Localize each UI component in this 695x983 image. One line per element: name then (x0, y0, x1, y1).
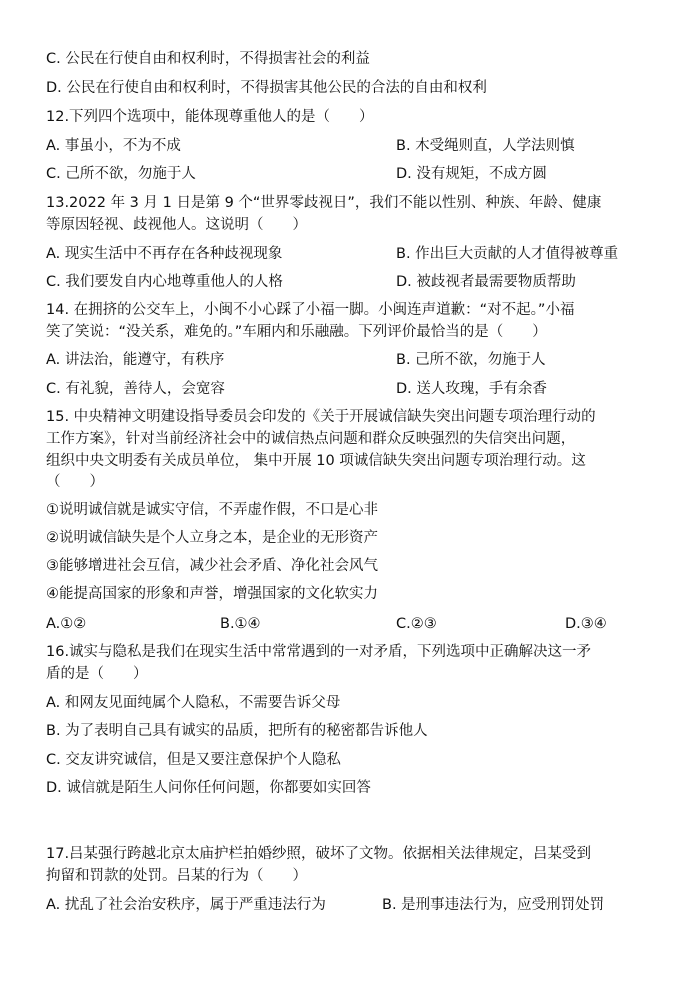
q16-option-a: A. 和网友见面纯属个人隐私，不需要告诉父母 (46, 695, 341, 711)
q15-stem-line2: 工作方案》，针对当前经济社会中的诚信热点问题和群众反映强烈的失信突出问题， (46, 431, 576, 447)
q15-options-row (46, 613, 666, 635)
q12-options-row1 (46, 135, 666, 157)
q14-option-c: C. 有礼貌，善待人，会宽容 (46, 381, 225, 397)
q14-stem-line1: 14. 在拥挤的公交车上，小闽不小心踩了小福一脚。小闽连声道歉：“对不起。”小福 (46, 302, 575, 318)
q15-stem-line1: 15. 中央精神文明建设指导委员会印发的《关于开展诚信缺失突出问题专项治理行动的 (46, 409, 596, 425)
q15-option-c: C.②③ (396, 616, 437, 632)
q13-stem-line2: 等原因轻视、歧视他人。这说明（ ） (46, 217, 307, 233)
q14-option-a: A. 讲法治，能遵守，有秩序 (46, 352, 225, 368)
q13-options-row1 (46, 243, 666, 265)
q14-options-row2 (46, 378, 666, 400)
q11-option-c: C. 公民在行使自由和权利时，不得损害社会的利益 (46, 51, 370, 67)
q12-option-d: D. 没有规矩，不成方圆 (396, 166, 547, 182)
q13-stem-line1: 13.2022 年 3 月 1 日是第 9 个“世界零歧视日”，我们不能以性别、种族、年龄、健康 (46, 195, 602, 211)
q13-option-c: C. 我们要发自内心地尊重他人的人格 (46, 274, 283, 290)
q17-option-b: B. 是刑事违法行为，应受刑罚处罚 (382, 897, 605, 913)
q11-option-d: D. 公民在行使自由和权利时，不得损害其他公民的合法的自由和权利 (46, 80, 487, 96)
q12-option-a: A. 事虽小，不为不成 (46, 138, 181, 154)
q15-statement-4: ④能提高国家的形象和声誉，增强国家的文化软实力 (46, 586, 378, 602)
q16-option-c: C. 交友讲究诚信，但是又要注意保护个人隐私 (46, 752, 341, 768)
q17-stem-line2: 拘留和罚款的处罚。吕某的行为（ ） (46, 868, 307, 884)
q13-option-d: D. 被歧视者最需要物质帮助 (396, 274, 576, 290)
q12-stem: 12.下列四个选项中，能体现尊重他人的是（ ） (46, 109, 374, 125)
q15-option-a: A.①② (46, 616, 87, 632)
q17-option-a: A. 扰乱了社会治安秩序，属于严重违法行为 (46, 897, 326, 913)
q12-option-b: B. 木受绳则直，人学法则慎 (396, 138, 575, 154)
q14-stem-line2: 笑了笑说：“没关系，难免的。”车厢内和乐融融。下列评价最恰当的是（ ） (46, 324, 547, 340)
q17-stem-line1: 17.吕某强行跨越北京太庙护栏拍婚纱照，破坏了文物。依据相关法律规定，吕某受到 (46, 846, 592, 862)
q14-options-row1 (46, 349, 666, 371)
q17-options-row1 (46, 894, 666, 916)
q15-statement-3: ③能够增进社会互信，减少社会矛盾、净化社会风气 (46, 558, 378, 574)
q14-option-d: D. 送人玫瑰，手有余香 (396, 381, 547, 397)
q14-option-b: B. 己所不欲，勿施于人 (396, 352, 546, 368)
q13-options-row2 (46, 271, 666, 293)
q16-stem-line2: 盾的是（ ） (46, 666, 148, 682)
q12-option-c: C. 己所不欲，勿施于人 (46, 166, 196, 182)
q15-statement-2: ②说明诚信缺失是个人立身之本，是企业的无形资产 (46, 530, 378, 546)
q15-stem-line3: 组织中央文明委有关成员单位， 集中开展 10 项诚信缺失突出问题专项治理行动。这 (46, 453, 586, 469)
q15-statement-1: ①说明诚信就是诚实守信，不弄虚作假，不口是心非 (46, 502, 378, 518)
q15-stem-line4: （ ） (46, 474, 104, 490)
q15-option-d: D.③④ (565, 616, 607, 632)
q13-option-b: B. 作出巨大贡献的人才值得被尊重 (396, 246, 619, 262)
q16-option-b: B. 为了表明自己具有诚实的品质，把所有的秘密都告诉他人 (46, 723, 428, 739)
q12-options-row2 (46, 163, 666, 185)
q16-stem-line1: 16.诚实与隐私是我们在现实生活中常常遇到的一对矛盾，下列选项中正确解决这一矛 (46, 644, 592, 660)
q13-option-a: A. 现实生活中不再存在各种歧视现象 (46, 246, 283, 262)
q15-option-b: B.①④ (220, 616, 261, 632)
q16-option-d: D. 诚信就是陌生人问你任何问题，你都要如实回答 (46, 780, 371, 796)
